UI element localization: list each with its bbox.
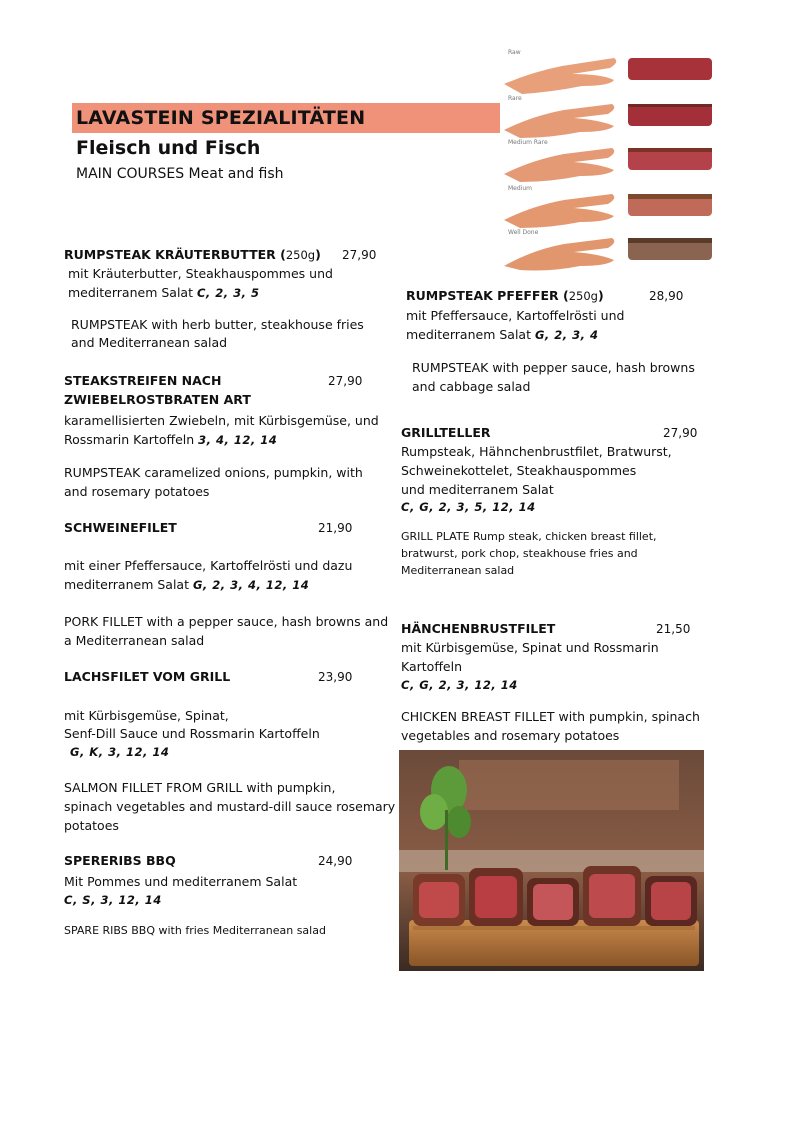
item-description-english: potatoes: [64, 818, 119, 833]
item-description: Rumpsteak, Hähnchenbrustfilet, Bratwurst,: [401, 444, 672, 459]
item-description: mediterranem Salat C, 2, 3, 5: [68, 285, 260, 300]
item-price: 28,90: [649, 289, 684, 303]
item-description-english: and rosemary potatoes: [64, 484, 210, 499]
item-price: 21,50: [656, 622, 691, 636]
doneness-row-rare: [504, 95, 712, 138]
item-description: mediterranem Salat G, 2, 3, 4, 12, 14: [64, 577, 310, 592]
item-description-english: vegetables and rosemary potatoes: [401, 728, 620, 743]
item-description: mit einer Pfeffersauce, Kartoffelrösti und dazu: [64, 558, 353, 573]
doneness-row-medium: [504, 185, 712, 228]
item-description: Kartoffeln: [401, 659, 463, 674]
item-description: mediterranem Salat G, 2, 3, 4: [406, 327, 599, 342]
allergen-codes: G, 2, 3, 4: [534, 328, 599, 342]
item-description-english: GRILL PLATE Rump steak, chicken breast fillet,: [401, 530, 657, 543]
allergen-codes: G, 2, 3, 4, 12, 14: [192, 578, 310, 592]
doneness-row-well-done: [504, 229, 712, 271]
item-description: mit Kräuterbutter, Steakhauspommes und: [68, 266, 333, 281]
section-title: LAVASTEIN SPEZIALITÄTEN: [76, 107, 366, 129]
item-name: GRILLTELLER: [401, 425, 491, 440]
item-price: 27,90: [328, 374, 363, 388]
item-description-english: Mediterranean salad: [401, 564, 515, 577]
item-name: RUMPSTEAK KRÄUTERBUTTER (250g): [64, 247, 321, 262]
item-description-english: PORK FILLET with a pepper sauce, hash browns and: [64, 614, 389, 629]
allergen-codes: 3, 4, 12, 14: [198, 433, 278, 447]
section-subtitle-english: MAIN COURSES Meat and fish: [76, 166, 284, 182]
allergen-codes: C, 2, 3, 5: [196, 286, 260, 300]
item-description-english: RUMPSTEAK with pepper sauce, hash browns: [412, 360, 695, 375]
item-description-english: a Mediterranean salad: [64, 633, 205, 648]
item-description: Senf-Dill Sauce und Rossmarin Kartoffeln: [64, 726, 320, 741]
allergen-codes: C, S, 3, 12, 14: [64, 893, 162, 907]
allergen-codes: G, K, 3, 12, 14: [70, 745, 170, 759]
steak-board-photo: [399, 750, 704, 971]
doneness-row-medium-rare: [504, 139, 712, 182]
item-name: STEAKSTREIFEN NACH: [64, 373, 222, 388]
item-description: mit Pfeffersauce, Kartoffelrösti und: [406, 308, 625, 323]
doneness-label: Raw: [508, 49, 521, 56]
item-price: 27,90: [342, 248, 377, 262]
item-description-english: CHICKEN BREAST FILLET with pumpkin, spinach: [401, 709, 700, 724]
item-description: Schweinekottelet, Steakhauspommes: [401, 463, 637, 478]
item-description-english: and Mediterranean salad: [71, 335, 228, 350]
item-name: SCHWEINEFILET: [64, 520, 177, 535]
item-description-english: spinach vegetables and mustard-dill sauce rosemary: [64, 799, 396, 814]
allergen-codes: C, G, 2, 3, 5, 12, 14: [401, 500, 536, 514]
item-name: ZWIEBELROSTBRATEN ART: [64, 392, 251, 407]
doneness-label: Medium Rare: [508, 139, 548, 146]
steak-doneness-image: [502, 44, 728, 272]
item-description-english: bratwurst, pork chop, steakhouse fries and: [401, 547, 638, 560]
item-description: Rossmarin Kartoffeln 3, 4, 12, 14: [64, 432, 278, 447]
doneness-label: Rare: [508, 95, 522, 102]
item-description-english: SALMON FILLET FROM GRILL with pumpkin,: [64, 780, 336, 795]
doneness-row-raw: [504, 49, 712, 94]
item-name: SPERERIBS BBQ: [64, 853, 176, 868]
item-price: 21,90: [318, 521, 353, 535]
item-description-english: SPARE RIBS BBQ with fries Mediterranean salad: [64, 924, 326, 937]
item-description: Mit Pommes und mediterranem Salat: [64, 874, 298, 889]
item-description: karamellisierten Zwiebeln, mit Kürbisgemüse, und: [64, 413, 379, 428]
item-description: und mediterranem Salat: [401, 482, 554, 497]
item-description-english: and cabbage salad: [412, 379, 531, 394]
doneness-label: Well Done: [508, 229, 539, 236]
doneness-label: Medium: [508, 185, 532, 192]
allergen-codes: C, G, 2, 3, 12, 14: [401, 678, 518, 692]
item-name: HÄNCHENBRUSTFILET: [401, 621, 556, 636]
section-subtitle: Fleisch und Fisch: [76, 137, 261, 159]
item-description-english: RUMPSTEAK caramelized onions, pumpkin, with: [64, 465, 363, 480]
item-description: mit Kürbisgemüse, Spinat und Rossmarin: [401, 640, 659, 655]
item-price: 23,90: [318, 670, 353, 684]
item-name: RUMPSTEAK PFEFFER (250g): [406, 288, 604, 303]
item-price: 24,90: [318, 854, 353, 868]
item-description: mit Kürbisgemüse, Spinat,: [64, 708, 229, 723]
item-name: LACHSFILET VOM GRILL: [64, 669, 231, 684]
item-description-english: RUMPSTEAK with herb butter, steakhouse fries: [71, 317, 364, 332]
item-price: 27,90: [663, 426, 698, 440]
